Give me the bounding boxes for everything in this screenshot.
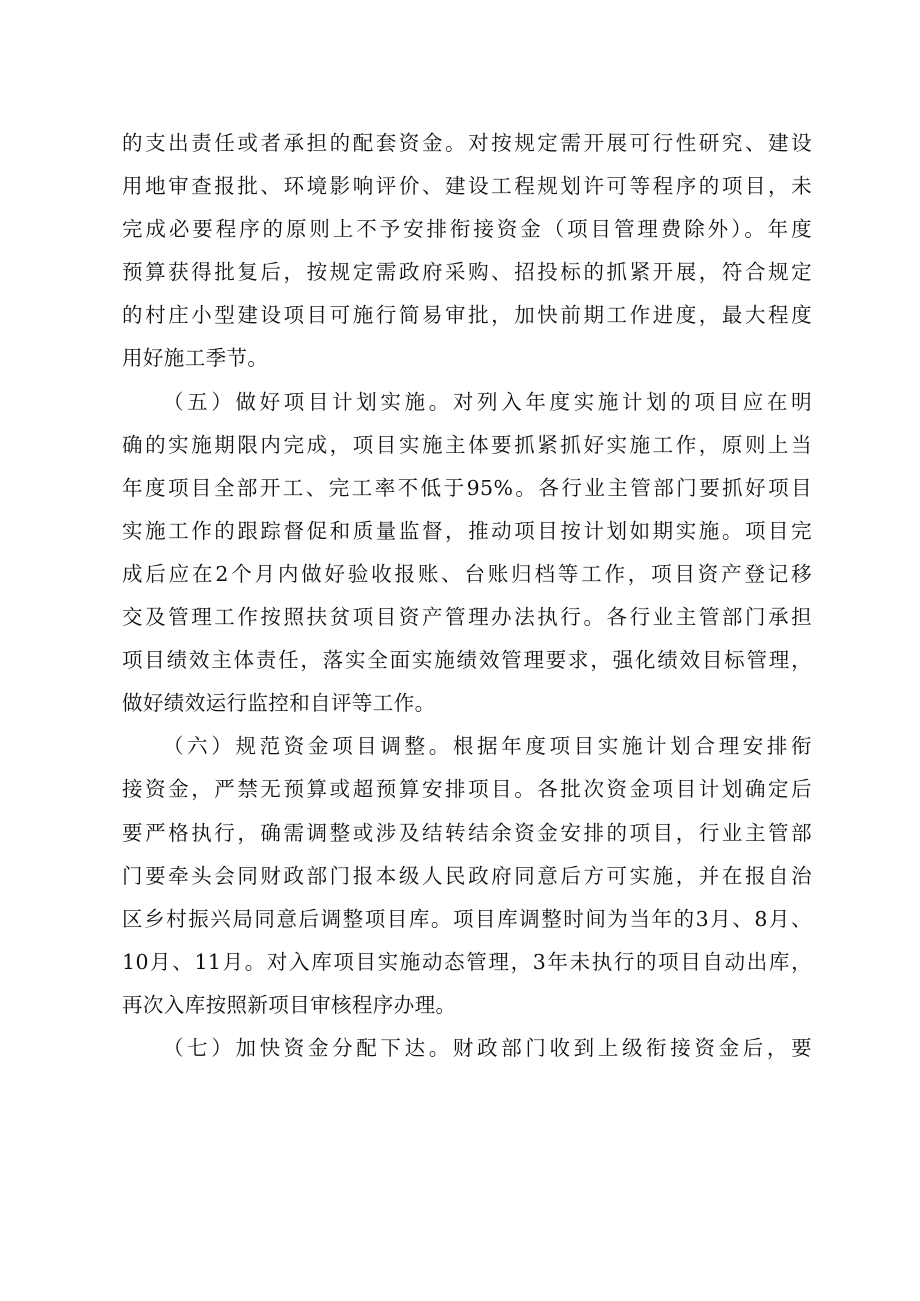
section-heading-line: （七）加快资金分配下达。财政部门收到上级衔接资金后，要 [163,1035,812,1060]
section-heading-line: （六）规范资金项目调整。根据年度项目实施计划合理安排衔 [163,734,812,759]
text-line: 的支出责任或者承担的配套资金。对按规定需开展可行性研究、建设 [122,131,812,155]
text-line: 10月、11月。对入库项目实施动态管理，3年未执行的项目自动出库， [122,949,812,974]
text-line: 的村庄小型建设项目可施行简易审批，加快前期工作进度，最大程度 [122,303,812,328]
text-line: 再次入库按照新项目审核程序办理。 [122,992,457,1017]
text-line: 门要牵头会同财政部门报本级人民政府同意后方可实施，并在报自治 [122,863,812,888]
text-line: 做好绩效运行监控和自评等工作。 [122,691,436,716]
text-line: 预算获得批复后，按规定需政府采购、招投标的抓紧开展，符合规定 [122,260,812,285]
text-line: 接资金，严禁无预算或超预算安排项目。各批次资金项目计划确定后 [122,777,812,802]
text-line: 要严格执行，确需调整或涉及结转结余资金安排的项目，行业主管部 [122,820,812,845]
text-line: 年度项目全部开工、完工率不低于95%。各行业主管部门要抓好项目 [122,475,812,500]
document-body [122,122,812,1070]
text-line: 实施工作的跟踪督促和质量监督，推动项目按计划如期实施。项目完 [122,518,812,543]
text-line: 用好施工季节。 [122,346,269,371]
text-line: 区乡村振兴局同意后调整项目库。项目库调整时间为当年的3月、8月、 [122,906,812,931]
text-line: 完成必要程序的原则上不予安排衔接资金（项目管理费除外）。年度 [122,217,812,242]
text-line: 项目绩效主体责任，落实全面实施绩效管理要求，强化绩效目标管理， [122,648,812,673]
text-line: 用地审查报批、环境影响评价、建设工程规划许可等程序的项目，未 [122,174,812,199]
text-line: 成后应在2个月内做好验收报账、台账归档等工作，项目资产登记移 [122,561,812,586]
text-line: 交及管理工作按照扶贫项目资产管理办法执行。各行业主管部门承担 [122,605,812,630]
section-heading-line: （五）做好项目计划实施。对列入年度实施计划的项目应在明 [163,389,812,414]
text-line: 确的实施期限内完成，项目实施主体要抓紧抓好实施工作，原则上当 [122,432,812,457]
